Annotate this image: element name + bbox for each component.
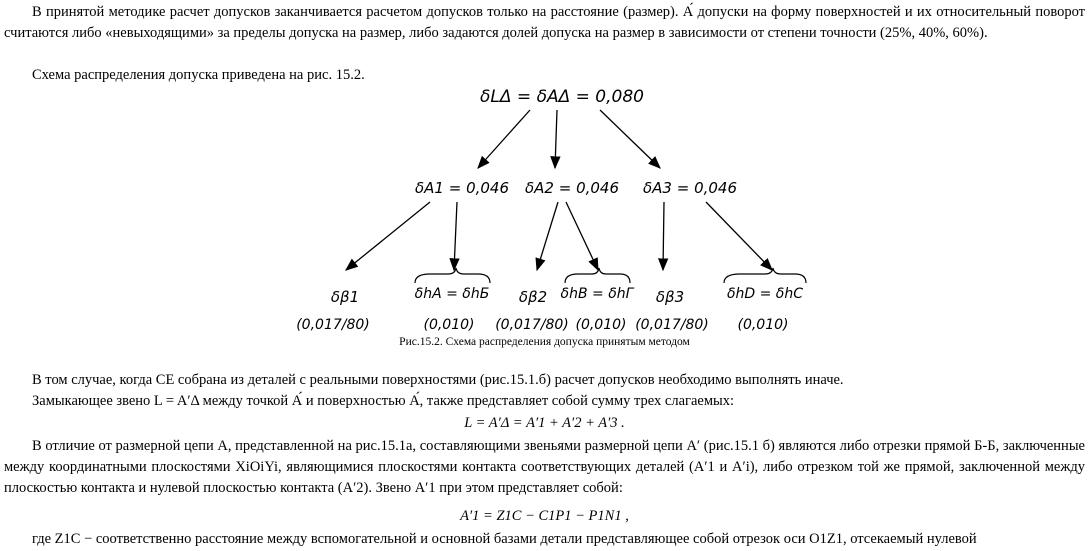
diagram-leaf-h2: δhВ = δhГ	[560, 286, 634, 302]
diagram-value-h2: (0,010)	[575, 317, 627, 333]
diagram-leaf-beta3: δβ3	[655, 288, 685, 306]
arrow-root-a2	[555, 110, 557, 168]
arrow-a2-h	[566, 202, 598, 270]
diagram-value-beta2: (0,017/80)	[495, 317, 569, 333]
paragraph-scheme-ref: Схема распределения допуска приведена на рис. 15.2.	[32, 67, 365, 83]
figure-caption: Рис.15.2. Схема распределения допуска принятым методом	[399, 336, 690, 348]
paragraph-real-surfaces: В том случае, когда СЕ собрана из деталей с реальными поверхностями (рис.15.1.б) расчет допусков необходимо выполнять иначе.	[32, 372, 844, 388]
diagram-value-h3: (0,010)	[737, 317, 789, 333]
brace-h3	[724, 268, 806, 283]
diagram-leaf-h1: δhA = δhБ	[414, 286, 490, 302]
arrow-a1-beta1	[346, 202, 430, 270]
arrow-root-a1	[478, 110, 530, 168]
diagram-node-a1: δA1 = 0,046	[414, 179, 510, 197]
arrow-a1-h	[454, 202, 457, 270]
diagram-value-h1: (0,010)	[423, 317, 475, 333]
arrow-root-a3	[600, 110, 660, 168]
diagram-value-beta1: (0,017/80)	[296, 317, 370, 333]
arrow-a2-beta2	[537, 202, 558, 270]
paragraph-closing-link: Замыкающее звено L = A′Δ между точкой А́ и поверхностью А́, также представляет собой сумму трех слагаемых:	[32, 393, 735, 409]
tolerance-distribution-diagram	[0, 80, 1089, 342]
diagram-value-beta3: (0,017/80)	[635, 317, 709, 333]
paragraph-where: где Z1C − соответственно расстояние между вспомогательной и основной базами детали представляющее собой отрезок оси O1Z1, отсекаемый нулевой	[32, 531, 977, 547]
paragraph-intro: В принятой методике расчет допусков заканчивается расчетом допусков только на расстояние (размер). А́ допуски на форму поверхностей и их относительный поворот считаются либо «невыходящими» за пределы допуска на размер, либо задаются долей допуска на размер в зависимости от степени точности (25%, 40%, 60%).	[4, 4, 1085, 41]
diagram-node-a2: δA2 = 0,046	[524, 179, 620, 197]
diagram-leaf-h3: δhD = δhC	[726, 286, 804, 302]
diagram-node-a3: δA3 = 0,046	[642, 179, 738, 197]
equation-link-a1: A′1 = Z1C − C1P1 − P1N1 ,	[460, 508, 629, 524]
arrow-a3-beta3	[663, 202, 664, 270]
diagram-leaf-beta2: δβ2	[518, 288, 548, 306]
diagram-root-label: δLΔ = δAΔ = 0,080	[480, 87, 644, 107]
equation-closing-sum: L = A′Δ = A′1 + A′2 + A′3 .	[464, 415, 625, 431]
diagram-leaf-beta1: δβ1	[330, 288, 360, 306]
paragraph-dimension-chain: В отличие от размерной цепи А, представленной на рис.15.1а, составляющими звеньями размерной цепи A′ (рис.15.1 б) являются либо отрезки прямой Б-Б, заключенные между координатными плоскостями XiOiYi, являющимися плоскостями контакта соответствующих деталей (A′1 и A′i), либо отрезком той же прямой, заключенной между плоскостью контакта и нулевой плоскостью контакта (A′2). Звено A′1 при этом представляет собой:	[4, 438, 1085, 496]
arrow-a3-h	[706, 202, 772, 270]
brace-h2	[565, 268, 630, 283]
brace-h1	[415, 268, 490, 283]
